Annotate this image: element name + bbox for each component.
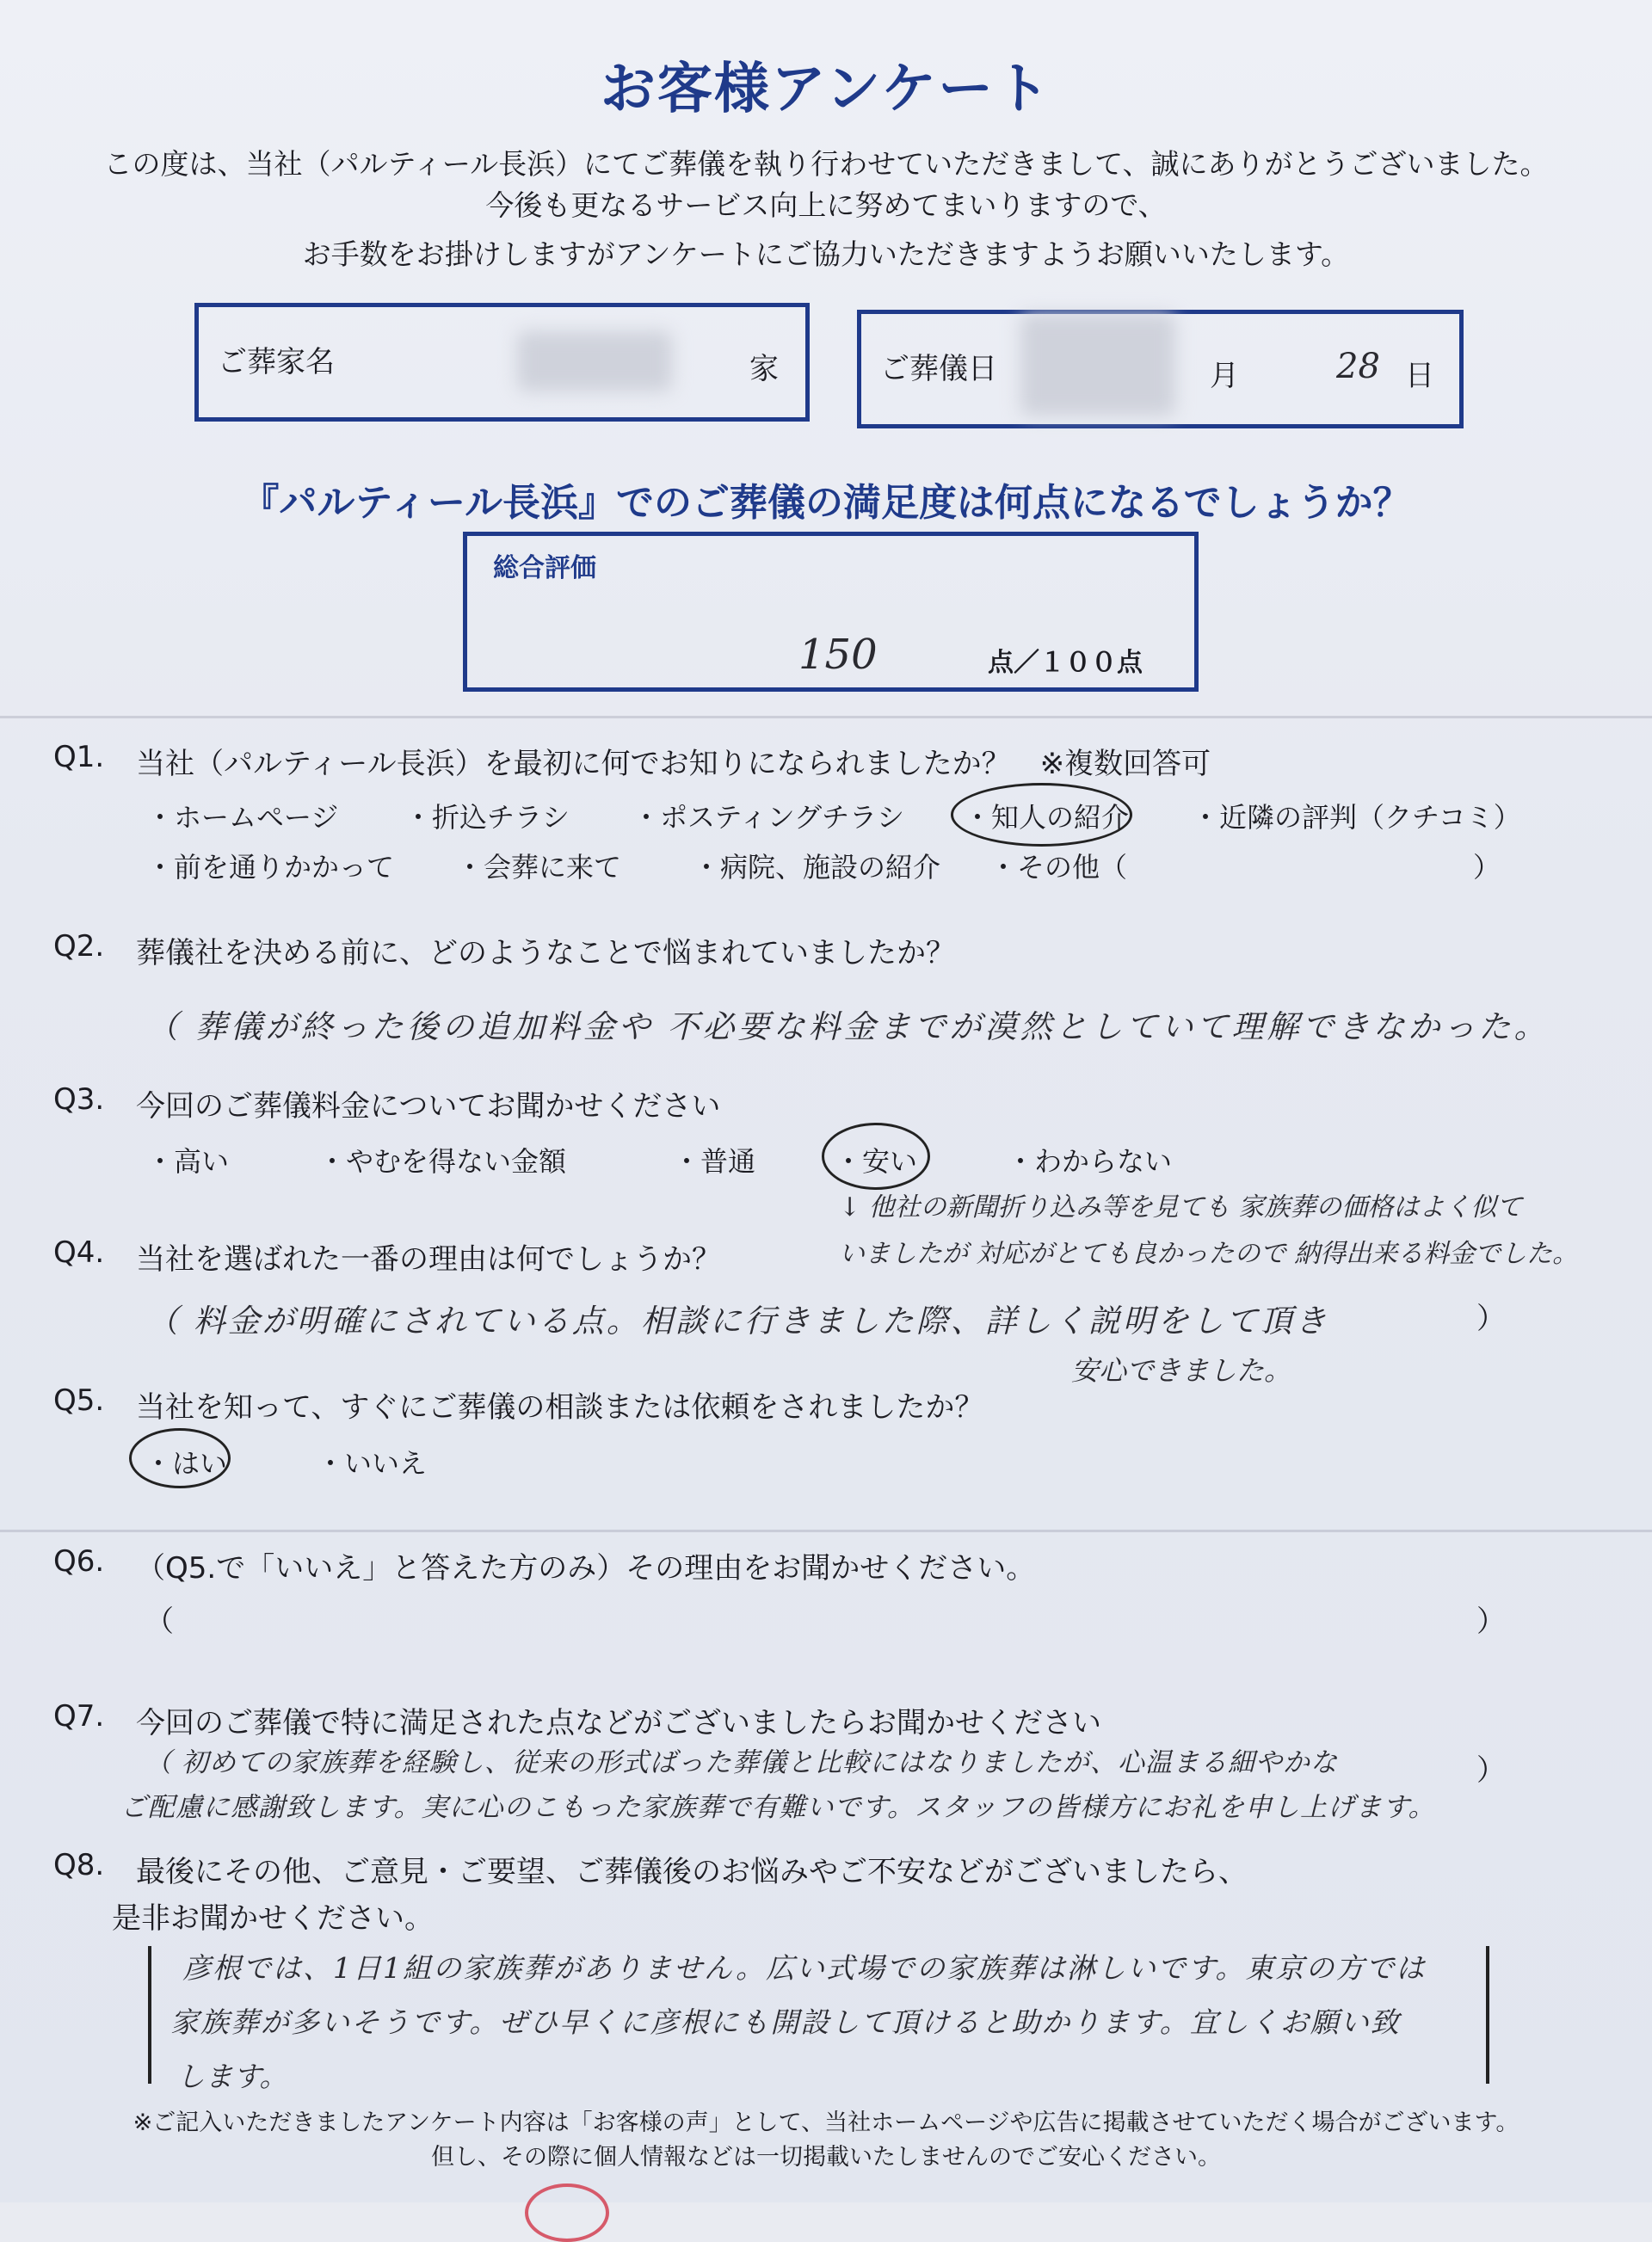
q7-answer-close: ）	[1476, 1753, 1506, 1788]
q3-question: 今回のご葬儀料金についてお聞かせください	[136, 1089, 721, 1124]
q3-note-line-2: いましたが 対応がとても良かったので 納得出来る料金でした。	[839, 1239, 1579, 1269]
q1-option-referral[interactable]: ・知人の紹介	[964, 801, 1130, 834]
q8-answer-line-3: します。	[176, 2060, 288, 2093]
q8-answer-line-1: 彦根では、1日1組の家族葬がありません。広い式場での家族葬は淋しいです。東京の方では	[182, 1951, 1427, 1985]
q3-option-cheap[interactable]: ・安い	[835, 1145, 918, 1178]
day-label: 日	[1405, 359, 1434, 393]
q3-option-normal[interactable]: ・普通	[673, 1145, 756, 1178]
q7-answer-line-2: ご配慮に感謝致します。実に心のこもった家族葬で有難いです。スタッフの皆様方にお礼を申し上げます。	[120, 1792, 1436, 1823]
q6-number: Q6.	[53, 1544, 105, 1579]
q3-cheap-circle	[822, 1123, 930, 1190]
q6-answer-close: ）	[1476, 1605, 1506, 1639]
q1-number: Q1.	[53, 740, 105, 774]
q5-option-no[interactable]: ・いいえ	[317, 1447, 428, 1480]
score-max: 点／１００点	[988, 648, 1143, 678]
q3-option-expensive[interactable]: ・高い	[146, 1145, 230, 1178]
q5-option-yes[interactable]: ・はい	[145, 1447, 228, 1480]
family-suffix: 家	[749, 352, 779, 386]
stamp-seal	[525, 2183, 609, 2242]
q1-option-other[interactable]: ・その他（	[989, 851, 1128, 884]
q8-question: 最後にその他、ご意見・ご要望、ご葬儀後のお悩みやご不安などがございましたら、	[136, 1855, 1248, 1889]
q4-question: 当社を選ばれた一番の理由は何でしょうか？	[136, 1242, 721, 1277]
day-value: 28	[1336, 347, 1380, 386]
survey-title: お客様アンケート	[600, 58, 1052, 121]
funeral-date-label: ご葬儀日	[880, 352, 997, 386]
q1-other-close: ）	[1473, 851, 1501, 884]
q4-answer: （ 料金が明確にされている点。相談に行きました際、詳しく説明をして頂き	[146, 1303, 1329, 1340]
q3-note-line-1: ↓ 他社の新聞折り込み等を見ても 家族葬の価格はよく似て	[839, 1192, 1523, 1223]
paper-fold	[0, 1530, 1652, 1532]
q5-yes-circle	[129, 1428, 231, 1488]
q6-question: （Q5.で「いいえ」と答えた方のみ）その理由をお聞かせください。	[136, 1551, 1036, 1586]
redacted-family-name	[517, 331, 672, 391]
q4-answer-continued: 安心できました。	[1071, 1354, 1292, 1387]
q3-option-unknown[interactable]: ・わからない	[1007, 1145, 1173, 1178]
intro-line-3: お手数をお掛けしますがアンケートにご協力いただきますようお願いいたします。	[302, 237, 1350, 271]
q6-answer-open: （	[145, 1605, 174, 1639]
q7-answer-line-1: （ 初めての家族葬を経験し、従来の形式ばった葬儀と比較にはなりましたが、心温まる細やかな	[145, 1747, 1338, 1778]
overall-rating-box	[463, 532, 1199, 692]
q4-number: Q4.	[53, 1235, 105, 1270]
q1-question: 当社（パルティール長浜）を最初に何でお知りになられましたか？ ※複数回答可	[136, 747, 1211, 781]
redacted-year	[1020, 314, 1175, 416]
intro-line-1: この度は、当社（パルティール長浜）にてご葬儀を執り行わせていただきまして、誠にありがとうございました。	[103, 147, 1549, 181]
q8-number: Q8.	[53, 1848, 105, 1882]
paper-fold	[0, 716, 1652, 718]
funeral-date-box	[857, 310, 1464, 428]
q8-bracket-left	[148, 1946, 151, 2084]
q7-number: Q7.	[53, 1699, 105, 1734]
family-name-box	[194, 303, 810, 422]
q7-question: 今回のご葬儀で特に満足された点などがございましたらお聞かせください	[136, 1706, 1101, 1740]
q8-question-line-2: 是非お聞かせください。	[112, 1901, 434, 1936]
q5-number: Q5.	[53, 1383, 105, 1418]
footer-note-2: 但し、その際に個人情報などは一切掲載いたしませんのでご安心ください。	[431, 2144, 1221, 2171]
q2-answer: （ 葬儀が終った後の追加料金や 不必要な料金までが漠然としていて理解できなかった。	[146, 1008, 1550, 1045]
q1-option-posting[interactable]: ・ポスティングチラシ	[632, 801, 905, 834]
q2-question: 葬儀社を決める前に、どのようなことで悩まれていましたか？	[136, 936, 955, 970]
q5-question: 当社を知って、すぐにご葬儀の相談または依頼をされましたか？	[136, 1390, 984, 1425]
footer-note-1: ※ご記入いただきましたアンケート内容は「お客様の声」として、当社ホームページや広告に掲載させていただく場合がございます。	[133, 2110, 1519, 2136]
q2-number: Q2.	[53, 929, 105, 964]
q1-option-homepage[interactable]: ・ホームページ	[146, 801, 339, 834]
family-name-label: ご葬家名	[218, 345, 335, 379]
q1-option-flyer[interactable]: ・折込チラシ	[404, 801, 570, 834]
intro-line-2: 今後も更なるサービス向上に努めてまいりますので、	[485, 188, 1167, 222]
q3-option-unavoidable[interactable]: ・やむを得ない金額	[318, 1145, 567, 1178]
satisfaction-heading: 『パルティール長浜』でのご葬儀の満足度は何点になるでしょうか？	[241, 481, 1411, 525]
overall-rating-label: 総合評価	[493, 553, 596, 583]
q8-answer-line-2: 家族葬が多いそうです。ぜひ早くに彦根にも開設して頂けると助かります。宜しくお願い致	[170, 2005, 1401, 2039]
q4-answer-close: ）	[1476, 1302, 1506, 1336]
overall-score: 150	[798, 631, 878, 679]
q8-bracket-right	[1486, 1946, 1489, 2084]
q1-option-attended[interactable]: ・会葬に来て	[456, 851, 622, 884]
q1-option-passing-by[interactable]: ・前を通りかかって	[146, 851, 395, 884]
q3-number: Q3.	[53, 1082, 105, 1117]
q1-option-reputation[interactable]: ・近隣の評判（クチコミ）	[1192, 801, 1521, 834]
q1-option-hospital[interactable]: ・病院、施設の紹介	[693, 851, 941, 884]
q1-referral-circle	[951, 783, 1132, 847]
month-label: 月	[1210, 359, 1239, 393]
